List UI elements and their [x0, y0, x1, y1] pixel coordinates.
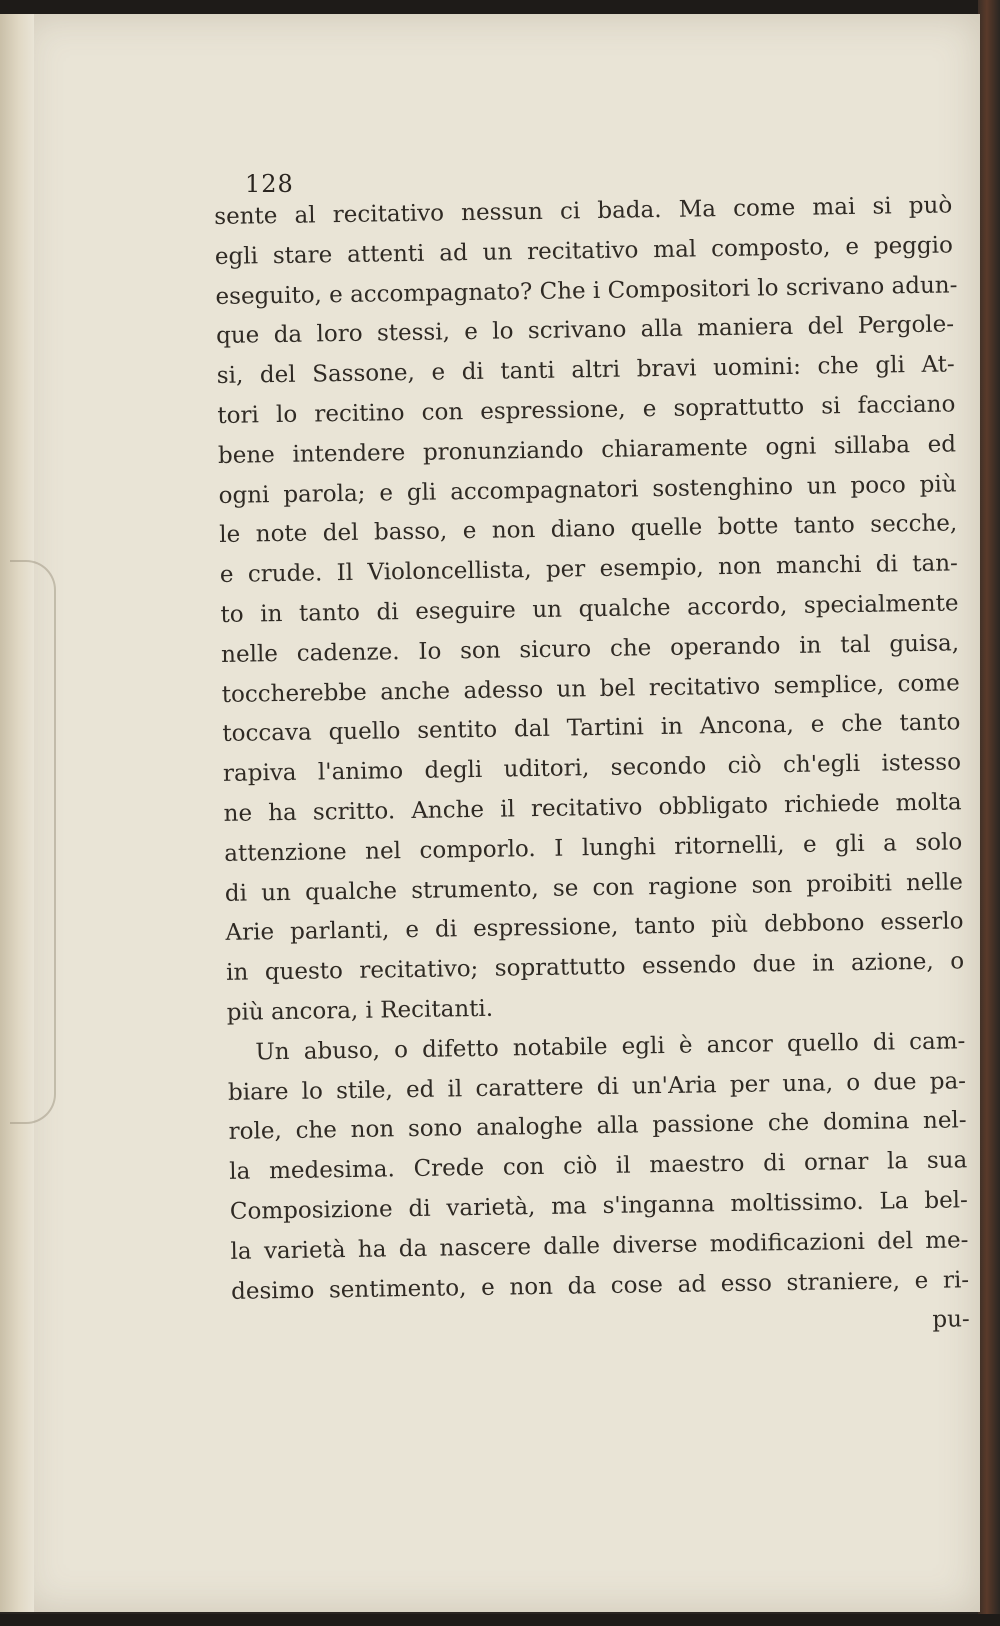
- text-line: nelle cadenze. Io son sicuro che operando in tal guisa,: [220, 630, 960, 668]
- text-line: role, che non sono analoghe alla passione che domina nel-: [228, 1107, 967, 1146]
- catchword: pu-: [932, 1306, 970, 1334]
- text-line: ogni parola; e gli accompagnatori sostenghino un poco più: [218, 470, 957, 509]
- text-line: attenzione nel comporlo. I lunghi ritornelli, e gli a solo: [224, 829, 963, 867]
- text-line: desimo sentimento, e non da cose ad esso straniere, e ri-: [230, 1266, 970, 1305]
- text-line: e crude. Il Violoncellista, per esempio, non manchi di tan-: [219, 550, 959, 589]
- text-line: to in tanto di eseguire un qualche accordo, specialmente: [220, 590, 959, 628]
- book-fore-edge: [978, 0, 1000, 1626]
- text-line: la varietà ha da nascere dalle diverse modificazioni del me-: [230, 1226, 969, 1265]
- text-line: que da loro stessi, e lo scrivano alla maniera del Pergole-: [215, 311, 955, 350]
- page-body-text: [214, 186, 970, 1352]
- scan-top-border: [0, 0, 1000, 14]
- text-line: rapiva l'animo degli uditori, secondo ciò ch'egli istesso: [222, 749, 962, 788]
- text-line: ne ha scritto. Anche il recitativo obbligato richiede molta: [223, 789, 962, 827]
- text-line: biare lo stile, ed il carattere di un'Aria per una, o due pa-: [227, 1067, 967, 1106]
- scan-bottom-border: [0, 1614, 1000, 1626]
- text-line: più ancora, i Recitanti.: [226, 995, 494, 1026]
- text-line: Composizione di varietà, ma s'inganna moltissimo. La bel-: [229, 1187, 969, 1225]
- text-line: in questo recitativo; soprattutto essendo due in azione, o: [225, 948, 965, 987]
- text-line: eseguito, e accompagnato? Che i Compositori lo scrivano adun-: [215, 271, 958, 310]
- text-line: toccava quello sentito dal Tartini in Ancona, e che tanto: [222, 709, 961, 748]
- text-line: Arie parlanti, e di espressione, tanto più debbono esserlo: [225, 908, 964, 947]
- page-number: 128: [245, 170, 294, 198]
- text-line: di un qualche strumento, se con ragione son proibiti nelle: [224, 868, 964, 907]
- text-line: Un abuso, o difetto notabile egli è ancor quello di cam-: [255, 1028, 966, 1066]
- text-line: la medesima. Crede con ciò il maestro di ornar la sua: [229, 1147, 968, 1186]
- text-line: toccherebbe anche adesso un bel recitativo semplice, come: [221, 669, 960, 708]
- text-line: le note del basso, e non diano quelle botte tanto secche,: [219, 510, 958, 549]
- text-line: sente al recitativo nessun ci bada. Ma come mai si può: [214, 192, 953, 230]
- text-line: si, del Sassone, e di tanti altri bravi uomini: che gli At-: [216, 351, 955, 390]
- text-line: egli stare attenti ad un recitativo mal composto, e peggio: [214, 232, 954, 270]
- text-line: bene intendere pronunziando chiaramente ogni sillaba ed: [217, 431, 957, 469]
- ribbon-bookmark: [10, 560, 56, 1124]
- text-line: tori lo recitino con espressione, e soprattutto si facciano: [217, 391, 956, 429]
